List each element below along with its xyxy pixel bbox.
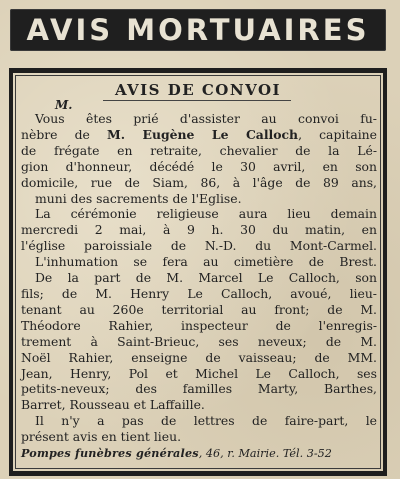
notice-line: fils; de M. Henry Le Calloch, avoué, lieu- — [21, 285, 377, 301]
notice-line: Jean, Henry, Pol et Michel Le Calloch, ses — [21, 365, 377, 381]
section-title: AVIS MORTUAIRES — [26, 13, 370, 47]
funeral-home-address: , 46, r. Mairie. Tél. 3-52 — [198, 447, 332, 460]
notice-title: AVIS DE CONVOI — [114, 81, 282, 99]
notice-line: domicile, rue de Siam, 86, à l'âge de 89 ans, — [21, 174, 377, 190]
notice-line: Vous êtes prié d'assister au convoi fu- — [35, 111, 377, 126]
notice-body — [21, 111, 377, 445]
notice-line: petits-neveux; des familles Marty, Barthes, — [21, 381, 377, 397]
salutation: M. — [55, 98, 73, 112]
notice-line: gion d'honneur, décédé le 30 avril, en son — [21, 158, 377, 174]
notice-line: mercredi 2 mai, à 9 h. 30 du matin, en — [21, 222, 377, 238]
notice-line: de frégate en retraite, chevalier de la Lé- — [21, 142, 377, 158]
deceased-name: M. Eugène Le Calloch — [106, 126, 299, 142]
title-underline — [103, 100, 291, 101]
notice-line: présent avis en tient lieu. — [21, 429, 182, 445]
notice-line: Noël Rahier, enseigne de vaisseau; de MM. — [21, 349, 377, 365]
notice-line: L'inhumation se fera au cimetière de Brest. — [35, 254, 377, 270]
notice-line: l'église paroissiale de N.-D. du Mont-Carmel. — [21, 238, 377, 254]
funeral-home-footer — [21, 446, 377, 460]
notice-frame — [9, 68, 387, 476]
notice-line: Théodore Rahier, inspecteur de l'enregis- — [21, 317, 377, 333]
notice-line: La cérémonie religieuse aura lieu demain — [35, 206, 377, 222]
notice-line: tenant au 260e territorial au front; de M. — [21, 301, 377, 317]
notice-line: De la part de M. Marcel Le Calloch, son — [35, 270, 377, 286]
notice-line: Barret, Rousseau et Laffaille. — [21, 397, 205, 413]
notice-line: muni des sacrements de l'Eglise. — [35, 190, 242, 206]
notice-line: Il n'y a pas de lettres de faire-part, le — [35, 413, 377, 429]
funeral-home-name: Pompes funèbres générales — [21, 446, 199, 460]
section-header-bar — [10, 9, 386, 51]
notice-line: nèbre de M. Eugène Le Calloch, capitaine — [21, 126, 377, 142]
notice-line: trement à Saint-Brieuc, ses neveux; de M. — [21, 333, 377, 349]
